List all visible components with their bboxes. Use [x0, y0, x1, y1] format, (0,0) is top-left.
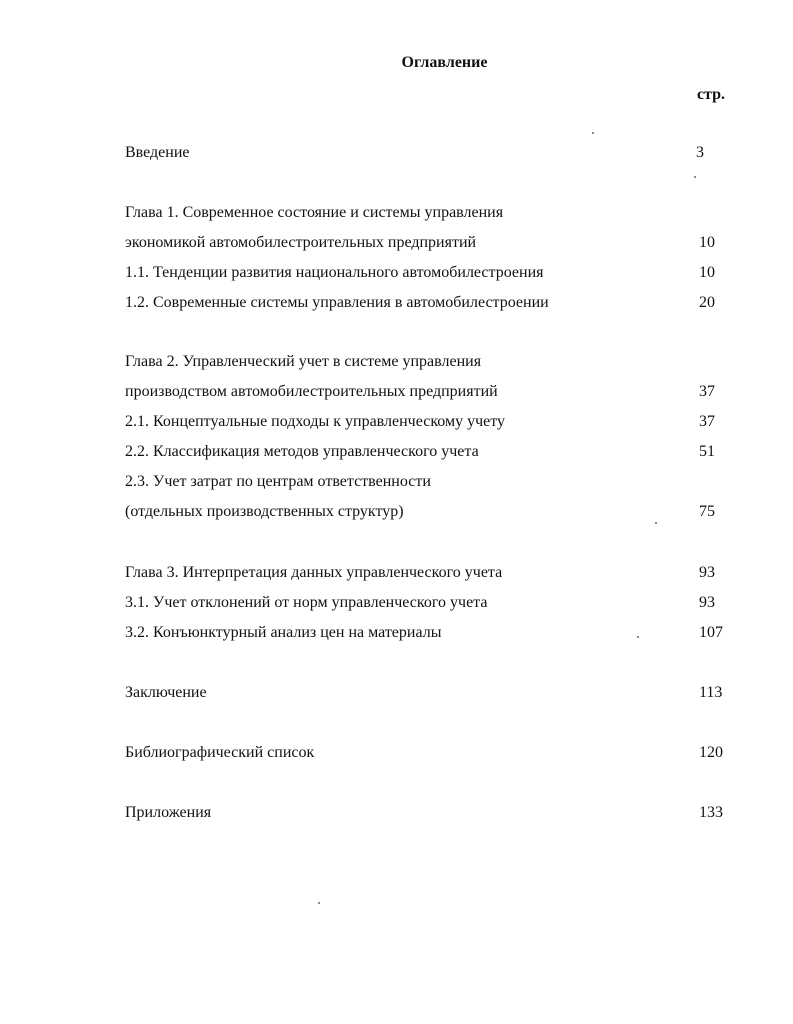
toc-entry-page: 107 — [699, 624, 723, 641]
toc-entry-page: 120 — [699, 744, 723, 761]
toc-entry-introduction — [125, 142, 727, 164]
toc-entry-text: (отдельных производственных структур) — [125, 503, 404, 520]
toc-entry-text: 3.1. Учет отклонений от норм управленческого учета — [125, 594, 488, 611]
toc-entry-page: 20 — [699, 294, 715, 311]
toc-entry-chapter-2 — [125, 351, 727, 373]
toc-entry-text: 1.2. Современные системы управления в автомобилестроении — [125, 294, 549, 311]
toc-entry-section-2-1 — [125, 411, 727, 433]
toc-entry-text: экономикой автомобилестроительных предприятий — [125, 234, 477, 251]
toc-entry-page: 37 — [699, 383, 715, 400]
toc-entry-page: 75 — [699, 503, 715, 520]
toc-entry-page: 3 — [696, 144, 704, 161]
toc-entry-appendices — [125, 802, 727, 824]
toc-entry-text: Библиографический список — [125, 744, 315, 761]
toc-entry-section-2-2 — [125, 441, 727, 463]
toc-entry-page: 10 — [699, 234, 715, 251]
toc-entry-text: производством автомобилестроительных предприятий — [125, 383, 498, 400]
toc-entry-page: 10 — [699, 264, 715, 281]
toc-entry-section-3-2 — [125, 622, 727, 644]
toc-entry-text: Заключение — [125, 684, 207, 701]
toc-entry-text: 3.2. Конъюнктурный анализ цен на материалы — [125, 624, 442, 641]
scan-speck — [592, 132, 594, 134]
toc-entry-page: 113 — [699, 684, 723, 701]
scan-speck — [694, 176, 696, 178]
toc-entry-section-2-3 — [125, 471, 727, 493]
toc-entry-conclusion — [125, 682, 727, 704]
scan-speck — [318, 902, 320, 904]
toc-entry-page: 133 — [699, 804, 723, 821]
toc-entry-chapter-3 — [125, 562, 727, 584]
toc-entry-page: 51 — [699, 443, 715, 460]
toc-entry-page: 93 — [699, 594, 715, 611]
toc-entry-chapter-1-cont — [125, 232, 727, 254]
scan-speck — [655, 522, 657, 524]
toc-entry-text: Приложения — [125, 804, 212, 821]
toc-entry-text: Глава 3. Интерпретация данных управленческого учета — [125, 564, 503, 581]
page-title: Оглавление — [401, 54, 488, 71]
toc-entry-page: 37 — [699, 413, 715, 430]
toc-entry-section-1-1 — [125, 262, 727, 284]
toc-entry-text: Введение — [125, 144, 190, 161]
toc-entry-chapter-2-cont — [125, 381, 727, 403]
toc-entry-text: 2.2. Классификация методов управленческого учета — [125, 443, 479, 460]
toc-entry-text: 2.3. Учет затрат по центрам ответственности — [125, 473, 431, 490]
scan-speck — [637, 636, 639, 638]
toc-entry-section-1-2 — [125, 292, 727, 314]
toc-entry-chapter-1 — [125, 202, 727, 224]
toc-entry-text: 2.1. Концептуальные подходы к управленческому учету — [125, 413, 506, 430]
toc-entry-section-3-1 — [125, 592, 727, 614]
toc-entry-text: Глава 2. Управленческий учет в системе управления — [125, 353, 482, 370]
toc-entry-text: Глава 1. Современное состояние и системы управления — [125, 204, 504, 221]
toc-entry-section-2-3-cont — [125, 501, 727, 523]
toc-entry-bibliography — [125, 742, 727, 764]
toc-entry-text: 1.1. Тенденции развития национального автомобилестроения — [125, 264, 544, 281]
page-column-label: стр. — [696, 86, 725, 103]
toc-entry-page: 93 — [699, 564, 715, 581]
